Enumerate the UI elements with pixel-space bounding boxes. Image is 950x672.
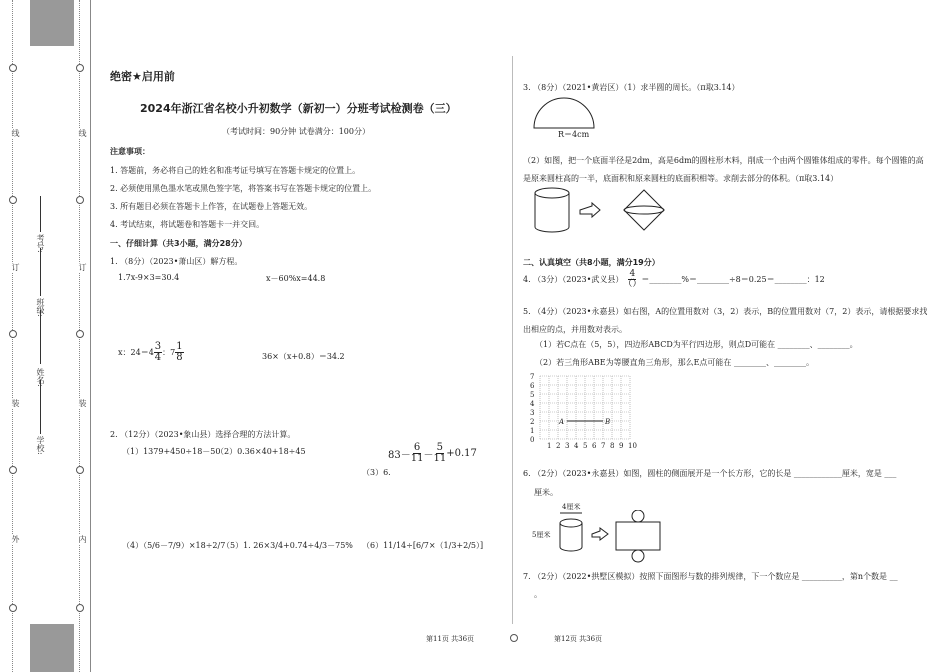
binding-label-bind: 订 bbox=[78, 263, 87, 271]
field-name-blank[interactable] bbox=[40, 310, 41, 364]
field-exam-no: 考号: bbox=[36, 234, 45, 253]
grid-x-tick-label: 8 bbox=[610, 442, 615, 450]
q1-equation-2: x－60%x=44.8 bbox=[266, 274, 326, 283]
field-class-blank[interactable] bbox=[40, 248, 41, 296]
q2-expression-2: （2）0.36×40+18÷45 bbox=[216, 447, 306, 456]
binding-label-pack: 装 bbox=[78, 399, 87, 407]
q1-equation-3: x：24＝4 $\frac{3}{4}$ ：7 $\frac{1}{8}$ bbox=[118, 341, 183, 363]
q1-equation-1: 1.7x-9×3=30.4 bbox=[118, 273, 180, 282]
binding-label-outer: 外 bbox=[11, 535, 20, 543]
field-school-blank[interactable] bbox=[40, 380, 41, 434]
semicircle-arc bbox=[534, 98, 594, 128]
q1-equation-4: 36×（x+0.8）＝34.2 bbox=[262, 352, 345, 361]
binding-label-pack: 装 bbox=[11, 399, 20, 407]
grid-x-tick-label: 6 bbox=[592, 442, 597, 450]
q5-stem: 5. （4分）（2023•永嘉县）如右图，A的位置用数对（3，2）表示，B的位置用数对（7，2）表示，请根据要求找出相应的点，并用数对表示。 bbox=[523, 307, 928, 334]
binding-label-line: 线 bbox=[78, 129, 87, 137]
notice-item: 2. 必须使用黑色墨水笔或黑色签字笔，将答案书写在答题卡规定的位置上。 bbox=[110, 184, 377, 193]
notice-item: 3. 所有题目必须在答题卡上作答，在试题卷上答题无效。 bbox=[110, 202, 313, 211]
grid-x-tick-label: 4 bbox=[574, 442, 579, 450]
section1-heading: 一、仔细计算（共3小题，满分28分） bbox=[110, 239, 247, 248]
grid-x-tick-label: 7 bbox=[601, 442, 606, 450]
binding-gray-bottom bbox=[30, 624, 74, 672]
arrow-icon bbox=[592, 528, 608, 540]
grid-x-tick-label: 2 bbox=[556, 442, 561, 450]
binding-hole-icon bbox=[76, 64, 84, 72]
exam-info: （考试时间：90分钟 试卷满分：100分） bbox=[222, 127, 370, 136]
grid-y-tick-label: 7 bbox=[530, 373, 535, 381]
q2-expression-3: 83－ $\frac{6}{11}$ － $\frac{5}{11}$ +0.17 bbox=[388, 442, 477, 464]
q7-continuation: 。 bbox=[534, 590, 542, 599]
cylinder-to-cones-figure bbox=[530, 186, 680, 234]
semicircle-radius-label: R＝4cm bbox=[558, 130, 590, 139]
field-exam-no-blank[interactable] bbox=[40, 196, 41, 232]
cylinder-side-label: 5厘米 bbox=[532, 531, 551, 539]
q2-expression-1: （1）1379+450÷18－50 bbox=[122, 447, 221, 456]
grid-x-tick-label: 10 bbox=[628, 442, 637, 450]
binding-label-inner: 内 bbox=[78, 535, 87, 543]
binding-hole-icon bbox=[76, 466, 84, 474]
page-divider bbox=[512, 56, 513, 624]
page-title: 2024年浙江省名校小升初数学（新初一）分班考试检测卷（三） bbox=[140, 102, 457, 115]
field-school: 学校: bbox=[36, 436, 45, 455]
q3-stem: 3. （8分）（2021•黄岩区）（1）求半圆的周长。（π取3.14） bbox=[523, 83, 740, 92]
binding-label-bind: 订 bbox=[11, 263, 20, 271]
binding-hole-icon bbox=[76, 196, 84, 204]
secret-label: 绝密★启用前 bbox=[110, 70, 175, 83]
binding-solid-line bbox=[90, 0, 91, 672]
point-b-label: B bbox=[605, 418, 611, 426]
grid-x-tick-label: 9 bbox=[619, 442, 624, 450]
fold-hole-icon bbox=[510, 634, 518, 642]
page-number-left: 第11页 共36页 bbox=[426, 635, 475, 643]
q6-continuation: 厘米。 bbox=[534, 488, 558, 497]
grid-x-tick-label: 3 bbox=[565, 442, 570, 450]
q6-stem: 6. （2分）（2023•永嘉县）如图，圆柱的侧面展开是一个长方形，它的长是 ____________厘米，宽是 ___ bbox=[523, 469, 897, 478]
q2-expression-3-label: （3）6. bbox=[362, 468, 391, 477]
q5-part2: （2）若三角形ABE为等腰直角三角形，那么E点可能在 ________、________。 bbox=[535, 358, 814, 367]
q2-expression-4: （4）（5/6－7/9）×18÷2/7 bbox=[122, 541, 226, 550]
binding-hole-icon bbox=[9, 64, 17, 72]
field-name: 姓名: bbox=[36, 368, 45, 387]
cylinder-net-figure bbox=[556, 510, 668, 568]
binding-hole-icon bbox=[9, 604, 17, 612]
q4-stem: 4. （3分）（2023•武义县） $\frac{4}{()}$ ＝________%＝________÷8＝0.25＝________：12 bbox=[523, 269, 825, 289]
q7-stem: 7. （2分）（2022•拱墅区模拟）按照下面图形与数的排列规律，下一个数应是 __________，第n个数是 __ bbox=[523, 572, 898, 581]
binding-hole-icon bbox=[76, 604, 84, 612]
q3-part2: （2）如图，把一个底面半径是2dm，高是6dm的圆柱形木料，削成一个由两个圆锥体组成的零件。每个圆锥的高是原来圆柱高的一半，底面积和原来圆柱的底面积相等。求削去部分的体积。（π取3.14） bbox=[523, 156, 924, 183]
q5-part1: （1）若C点在（5，5），四边形ABCD为平行四边形，则点D可能在 ________、________。 bbox=[535, 340, 858, 349]
q1-stem: 1. （8分）（2023•萧山区）解方程。 bbox=[110, 257, 243, 266]
grid-y-tick-label: 3 bbox=[530, 409, 535, 417]
coordinate-grid bbox=[528, 371, 644, 453]
grid-y-tick-label: 2 bbox=[530, 418, 535, 426]
notice-item: 1. 答题前，务必将自己的姓名和准考证号填写在答题卡规定的位置上。 bbox=[110, 166, 361, 175]
binding-hole-icon bbox=[76, 330, 84, 338]
grid-x-tick-label: 1 bbox=[547, 442, 552, 450]
binding-hole-icon bbox=[9, 196, 17, 204]
grid-y-tick-label: 0 bbox=[530, 436, 535, 444]
field-class: 班级: bbox=[36, 298, 45, 317]
arrow-icon bbox=[580, 203, 600, 217]
grid-y-tick-label: 5 bbox=[530, 391, 535, 399]
grid-y-tick-label: 1 bbox=[530, 427, 535, 435]
section2-heading: 二、认真填空（共8小题，满分19分） bbox=[523, 258, 660, 267]
page-number-right: 第12页 共36页 bbox=[554, 635, 603, 643]
q2-expression-6: （6）11/14÷[6/7×（1/3+2/5）] bbox=[362, 541, 484, 550]
grid-x-tick-label: 5 bbox=[583, 442, 588, 450]
cylinder-top-label: 4厘米 bbox=[562, 503, 581, 511]
notice-item: 4. 考试结束，将试题卷和答题卡一并交回。 bbox=[110, 220, 265, 229]
grid-y-tick-label: 6 bbox=[530, 382, 535, 390]
notice-heading: 注意事项： bbox=[110, 147, 150, 156]
point-a-label: A bbox=[559, 418, 565, 426]
q2-expression-5: （5）1. 26×3/4+0.74÷4/3－75% bbox=[222, 541, 353, 550]
grid-y-tick-label: 4 bbox=[530, 400, 535, 408]
q2-stem: 2. （12分）（2023•象山县）选择合理的方法计算。 bbox=[110, 430, 296, 439]
binding-hole-icon bbox=[9, 466, 17, 474]
binding-label-line: 线 bbox=[11, 129, 20, 137]
binding-hole-icon bbox=[9, 330, 17, 338]
binding-gray-top bbox=[30, 0, 74, 46]
